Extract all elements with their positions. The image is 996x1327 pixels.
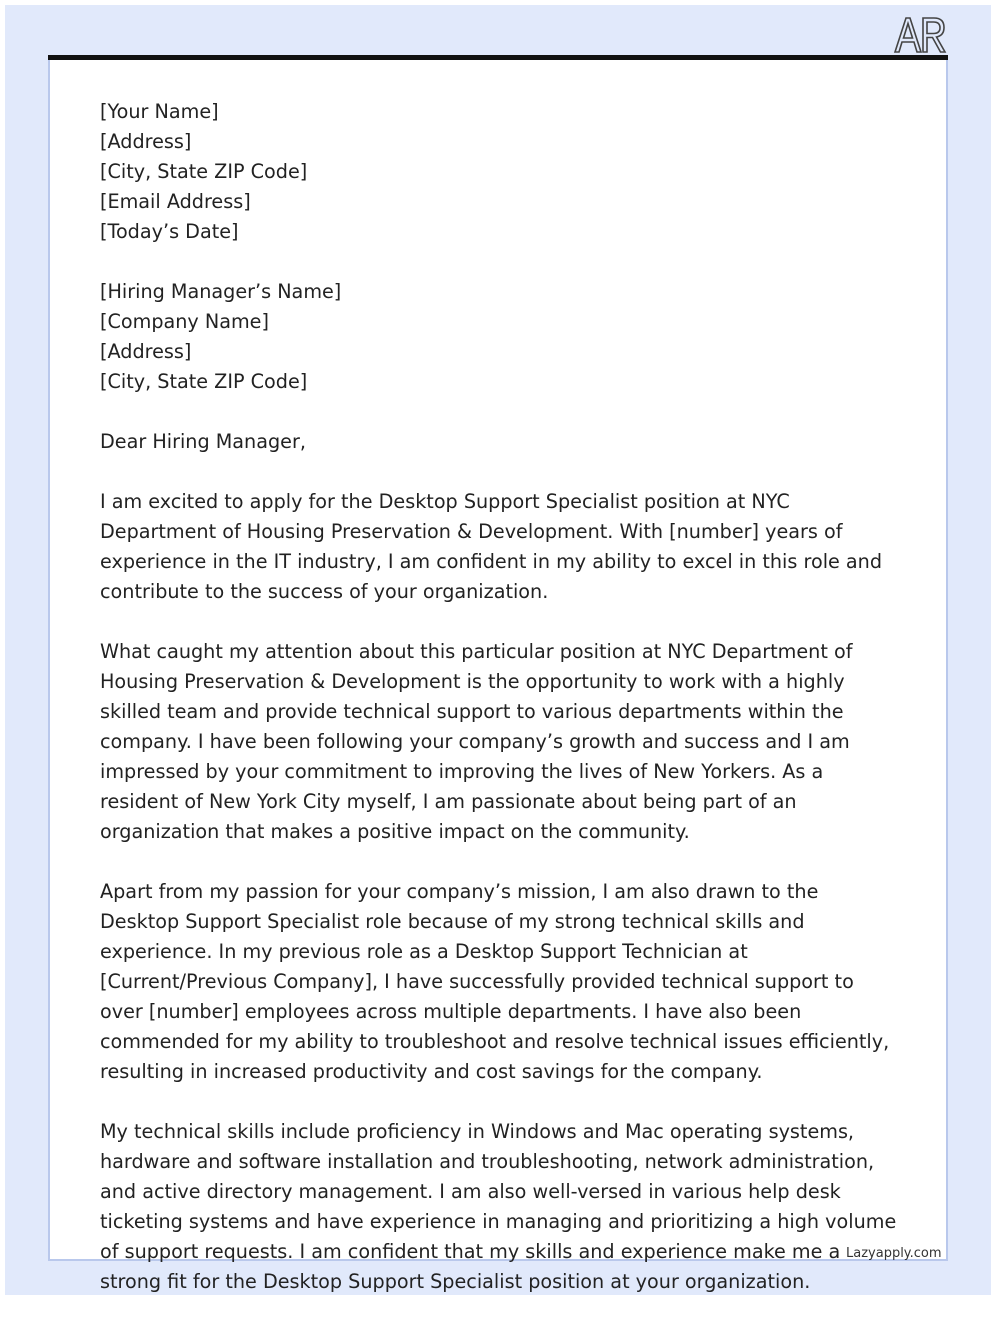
letter-sheet [48,60,948,1293]
sender-city-state-zip: [City, State ZIP Code] [100,160,308,183]
site-watermark: Lazyapply.com [846,1246,942,1261]
recipient-block [100,277,900,397]
letter-date: [Today’s Date] [100,220,239,243]
salutation: Dear Hiring Manager, [100,430,306,453]
sender-email: [Email Address] [100,190,251,213]
recipient-manager-name: [Hiring Manager’s Name] [100,280,342,303]
cover-letter [100,97,900,1327]
sender-address: [Address] [100,130,192,153]
recipient-city-state-zip: [City, State ZIP Code] [100,370,308,393]
sender-block [100,97,900,247]
ar-monogram-logo [893,14,947,56]
body-paragraph-1: I am excited to apply for the Desktop Support Specialist position at NYC Department of Housing Preservation & Development. With [number] years of experience in the IT industry, I am confident in my ability to excel in this role and contribute to the success of your organization. [100,490,883,603]
body-paragraph-3: Apart from my passion for your company’s mission, I am also drawn to the Desktop Support Specialist role because of my strong technical skills and experience. In my previous role as a Desktop Support Technician at [Current/Previous Company], I have successfully provided technical support to over [number] employees across multiple departments. I have also been commended for my ability to troubleshoot and resolve technical issues efficiently, resulting in increased productivity and cost savings for the company. [100,880,890,1083]
recipient-company: [Company Name] [100,310,269,333]
recipient-address: [Address] [100,340,192,363]
sender-name: [Your Name] [100,100,219,123]
body-paragraph-4: My technical skills include proficiency in Windows and Mac operating systems, hardware and software installation and troubleshooting, network administration, and active directory management. I am also well-versed in various help desk ticketing systems and have experience in managing and prioritizing a high volume of support requests. I am confident that my skills and experience make me a strong fit for the Desktop Support Specialist position at your organization. [100,1120,897,1293]
body-paragraph-2: What caught my attention about this particular position at NYC Department of Housing Preservation & Development is the opportunity to work with a highly skilled team and provide technical support to various departments within the company. I have been following your company’s growth and success and I am impressed by your commitment to improving the lives of New Yorkers. As a resident of New York City myself, I am passionate about being part of an organization that makes a positive impact on the community. [100,640,853,843]
